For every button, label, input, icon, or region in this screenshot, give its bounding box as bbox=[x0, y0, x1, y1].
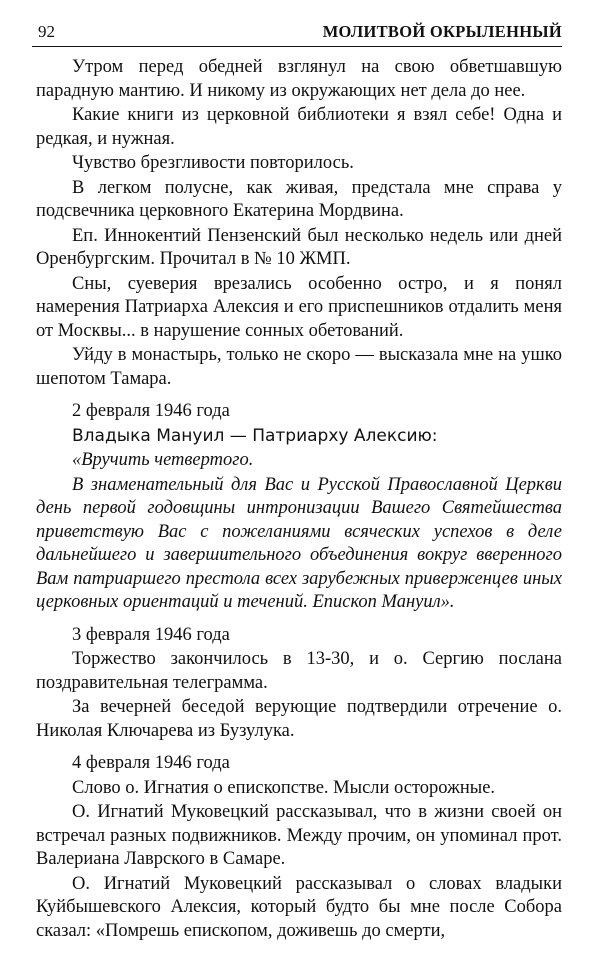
date-heading: 3 февраля 1946 года bbox=[72, 624, 230, 645]
page-body bbox=[36, 56, 562, 944]
paragraph: Какие книги из церковной библиотеки я взял себе! Одна и редкая, и нужная. bbox=[36, 105, 562, 149]
telegram-address: Владыка Мануил — Патриарху Алексию: bbox=[72, 425, 438, 446]
running-header bbox=[32, 20, 562, 47]
paragraph: Сны, суеверия врезались особенно остро, и я понял намерения Патриарха Алексия и его приспешников отдалить меня от Москвы... в нарушение сонных обетований. bbox=[36, 273, 562, 341]
paragraph: Чувство брезгливости повторилось. bbox=[72, 153, 354, 173]
date-heading: 2 февраля 1946 года bbox=[72, 401, 230, 421]
paragraph: Утром перед обедней взглянул на свою обветшавшую парадную мантию. И никому из окружающих нет дела до нее. bbox=[36, 57, 562, 101]
paragraph: В легком полусне, как живая, предстала мне справа у подсвечника церковного Екатерина Мордвина. bbox=[36, 177, 562, 221]
paragraph: Уйду в монастырь, только не скоро — высказала мне на ушко шепотом Тамара. bbox=[36, 345, 562, 389]
telegram-instruction: «Вручить четвертого. bbox=[72, 450, 254, 470]
page-number: 92 bbox=[38, 22, 55, 41]
paragraph: Еп. Иннокентий Пензенский был несколько недель или дней Оренбургским. Прочитал в № 10 ЖМП. bbox=[36, 225, 562, 269]
date-heading: 4 февраля 1946 года bbox=[72, 753, 230, 773]
paragraph: За вечерней беседой верующие подтвердили отречение о. Николая Ключарева из Бузулука. bbox=[36, 697, 562, 741]
telegram-text: В знаменательный для Вас и Русской Православной Церкви день первой годовщины интронизации Вашего Святейшества приветствую Вас с пожеланиями всяческих успехов в деле дальнейшего и завершительного объединения вокруг вверенного Вам патриаршего престола всех зарубежных приверженцев иных церковных ориентаций и течений. Епископ Мануил». bbox=[36, 474, 562, 612]
paragraph: О. Игнатий Муковецкий рассказывал о словах владыки Куйбышевского Алексия, который будто бы мне после Собора сказал: «Помрешь епископом, доживешь до смерти, bbox=[36, 873, 562, 941]
running-title: МОЛИТВОЙ ОКРЫЛЕННЫЙ bbox=[322, 22, 562, 41]
paragraph: Слово о. Игнатия о епископстве. Мысли осторожные. bbox=[72, 777, 496, 798]
paragraph: О. Игнатий Муковецкий рассказывал, что в жизни своей он встречал разных подвижников. Между прочим, он упоминал прот. Валериана Лаврского в Самаре. bbox=[36, 802, 562, 869]
paragraph: Торжество закончилось в 13-30, и о. Сергию послана поздравительная телеграмма. bbox=[36, 649, 562, 693]
